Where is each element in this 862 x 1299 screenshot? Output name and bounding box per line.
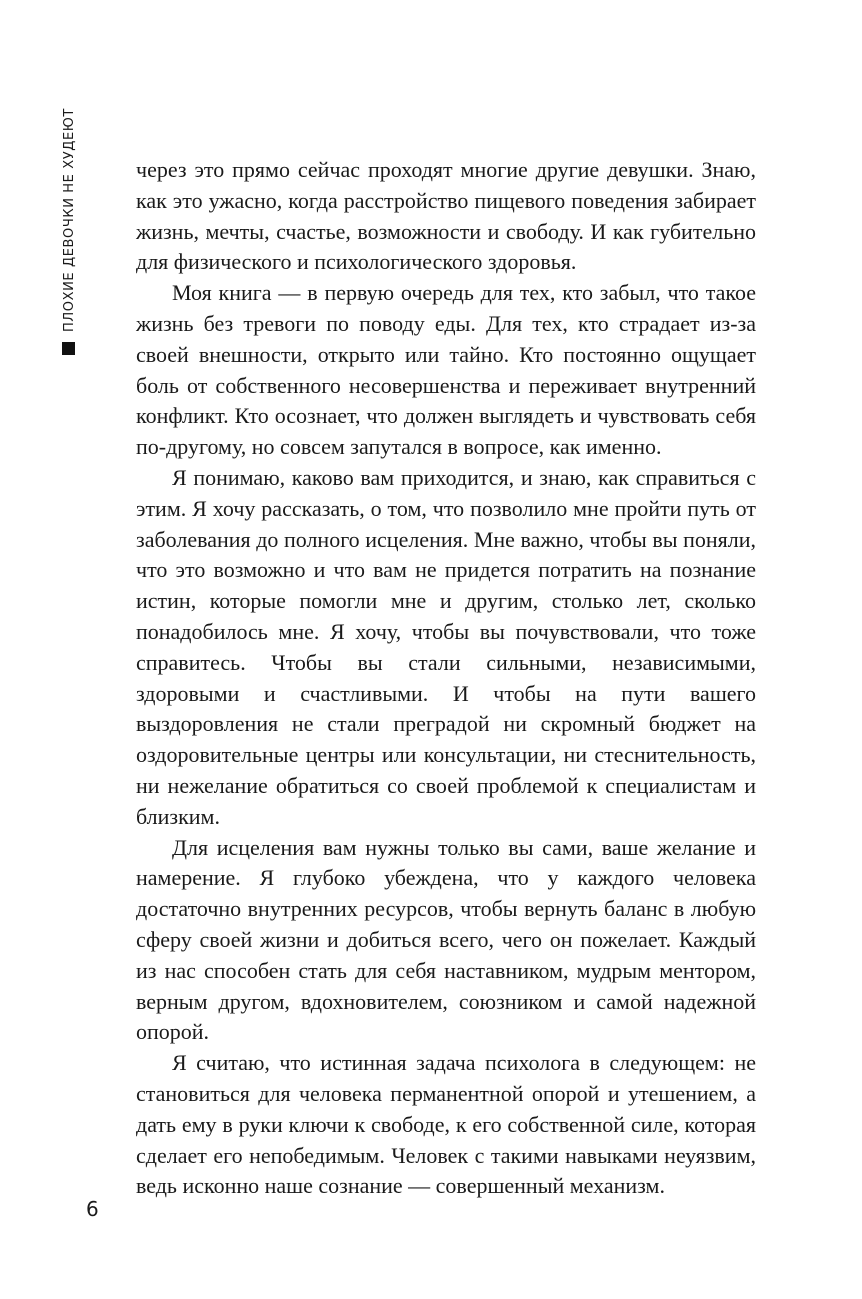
paragraph-4: Для исцеления вам нужны только вы сами, ваше желание и намерение. Я глубоко убеждена, что у каждого человека достаточно внутренних ресурсов, чтобы вернуть баланс в любую сферу своей жизни и добиться всего, чего он пожелает. Каждый из нас способен стать для себя наставником, мудрым ментором, верным другом, вдохновителем, союзником и самой надежной опорой. bbox=[136, 834, 756, 1045]
paragraph-1: через это прямо сейчас проходят многие другие девушки. Знаю, как это ужасно, когда расстройство пищевого поведения забирает жизнь, мечты, счастье, возможности и свободу. И как губительно для физического и психологического здоровья. bbox=[136, 157, 756, 275]
paragraph-2: Моя книга — в первую очередь для тех, кто забыл, что такое жизнь без тревоги по поводу еды. Для тех, кто страдает из-за своей внешности, открыто или тайно. Кто постоянно ощущает боль от собственного несовершенства и переживает внутренний конфликт. Кто осознает, что должен выглядеть и чувствовать себя по-другому, но совсем запутался в вопросе, как именно. bbox=[136, 280, 756, 460]
paragraph-3: Я понимаю, каково вам приходится, и знаю, как справиться с этим. Я хочу рассказать, о том, что позволило мне пройти путь от заболевания до полного исцеления. Мне важно, чтобы вы поняли, что это возможно и что вам не придется потратить на познание истин, которые помогли мне и другим, столько лет, сколько понадобилось мне. Я хочу, чтобы вы почувствовали, что тоже справитесь. Чтобы вы стали сильными, независимыми, здоровыми и счастливыми. И чтобы на пути вашего выздоровления не стали преградой ни скромный бюджет на оздоровительные центры или консультации, ни стеснительность, ни нежелание обратиться со своей проблемой к специалистам и близким. bbox=[136, 464, 756, 829]
body-text bbox=[136, 155, 756, 1202]
running-head bbox=[58, 108, 80, 352]
paragraph-5: Я считаю, что истинная задача психолога в следующем: не становиться для человека перманентной опорой и утешением, а дать ему в руки ключи к свободе, к его собственной силе, которая сделает его непобедимым. Человек с такими навыками неуязвим, ведь исконно наше сознание — совершенный механизм. bbox=[136, 1050, 756, 1199]
running-head-square-icon bbox=[62, 342, 75, 355]
running-head-title: ПЛОХИЕ ДЕВОЧКИ НЕ ХУДЕЮТ bbox=[62, 108, 77, 332]
page-number: 6 bbox=[86, 1197, 99, 1221]
